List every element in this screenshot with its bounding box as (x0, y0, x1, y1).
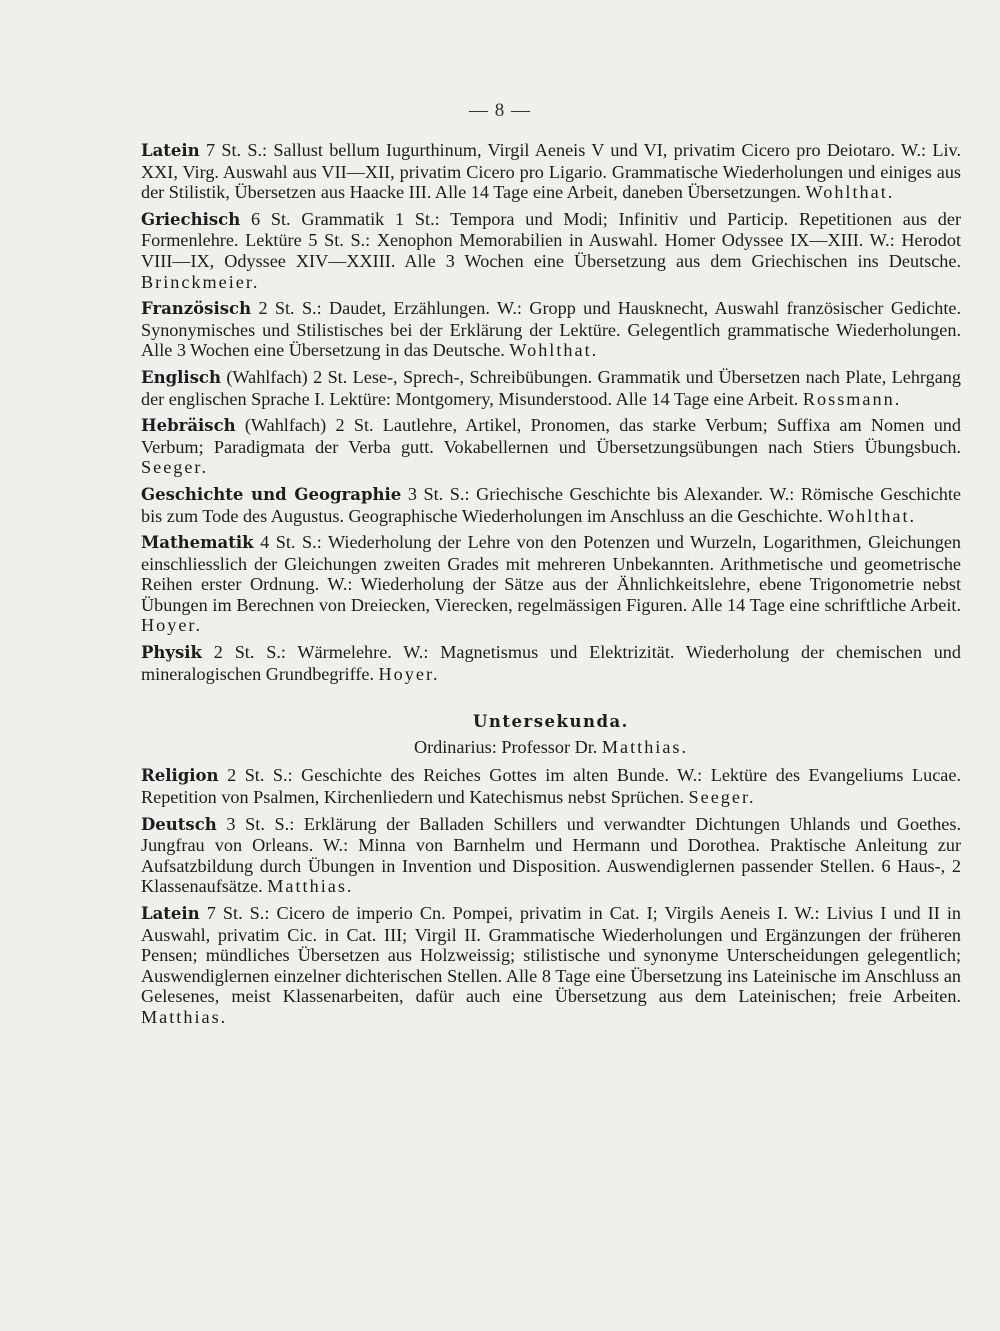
teacher-name: Rossmann. (802, 388, 902, 409)
subject-entry (141, 140, 961, 203)
teacher-name: Wohlthat. (827, 505, 917, 526)
subject-entry (141, 532, 961, 636)
subject-name: Mathematik (141, 533, 254, 553)
subject-entry (141, 765, 961, 807)
section-heading: Untersekunda. (473, 712, 629, 732)
subject-name: Latein (141, 141, 200, 160)
subject-entry (141, 642, 961, 684)
subject-name: Geschichte und Geographie (141, 484, 402, 504)
subject-entry (141, 367, 961, 409)
subject-name: Latein (141, 904, 200, 923)
subject-description: 6 St. Grammatik 1 St.: Tempora und Modi; Infinitiv und Particip. Repetitionen aus der Formenlehre. Lektüre 5 St. S.: Xenophon Memorabilien in Auswahl. Homer Odyssee IX—XIII. W.: Herodot VIII—IX, Odyssee XIV—XXIII. Alle 3 Wochen eine Übersetzung aus dem Griechischen ins Deutsche. (141, 208, 962, 271)
page-content (141, 140, 961, 1034)
subject-description: 3 St. S.: Griechische Geschichte bis Alexander. W.: Römische Geschichte bis zum Tode des Augustus. Geographische Wiederholungen im Anschluss an die Geschichte. (141, 483, 962, 526)
subject-description: 7 St. S.: Sallust bellum Iugurthinum, Virgil Aeneis V und VI, privatim Cicero pro Deiotaro. W.: Liv. XXI, Virg. Auswahl aus VII—XII, privatim Cicero pro Ligario. Grammatische Wiederholungen und einiges aus der Stilistik, Übersetzen aus Haacke III. Alle 14 Tage eine Arbeit, daneben Übersetzungen. (141, 140, 961, 203)
subject-name: Deutsch (141, 814, 217, 834)
subject-name: Griechisch (141, 209, 241, 229)
subject-name: Englisch (141, 367, 221, 387)
obersekunda-subjects (141, 140, 961, 684)
teacher-name: Hoyer. (141, 615, 202, 636)
page-number: — 8 — (469, 100, 531, 121)
teacher-name: Matthias. (267, 876, 354, 897)
subject-entry (141, 484, 961, 526)
untersekunda-subjects (141, 765, 961, 1027)
subject-name: Religion (141, 766, 219, 786)
subject-description: 2 St. S.: Wärmelehre. W.: Magnetismus und Elektrizität. Wiederholung der chemischen und mineralogischen Grundbegriffe. (141, 642, 961, 684)
ordinarius-label: Ordinarius: Professor Dr. (413, 736, 598, 757)
ordinarius-line (141, 737, 961, 758)
teacher-name: Hoyer. (378, 663, 440, 684)
subject-name: Hebräisch (141, 416, 236, 436)
subject-entry (141, 298, 961, 361)
subject-entry (141, 903, 961, 1028)
subject-description: 2 St. S.: Geschichte des Reiches Gottes im alten Bunde. W.: Lektüre des Evangeliums Lucae. Repetition von Psalmen, Kirchenliedern und Katechismus nebst Sprüchen. (141, 765, 961, 808)
teacher-name: Seeger. (141, 457, 209, 478)
subject-name: Physik (141, 643, 202, 663)
subject-entry (141, 814, 961, 897)
teacher-name: Brinckmeier. (141, 271, 260, 292)
subject-entry (141, 209, 961, 292)
subject-description: (Wahlfach) 2 St. Lese-, Sprech-, Schreibübungen. Grammatik und Übersetzen nach Plate, Lehrgang der englischen Sprache I. Lektüre: Montgomery, Misunderstood. Alle 14 Tage eine Arbeit. (141, 366, 961, 409)
subject-description: 7 St. S.: Cicero de imperio Cn. Pompei, privatim in Cat. I; Virgils Aeneis I. W.: Livius I und II in Auswahl, privatim Cic. in Cat. III; Virgil II. Grammatische Wiederholungen und Ergänzungen der früheren Pensen; mündliches Übersetzen aus Holzweissig; stilistische und synonyme Unterscheidungen gelegentlich; Auswendiglernen einzelner dichterischen Stellen. Alle 8 Tage eine Übersetzung ins Lateinische im Anschluss an Gelesenes, meist Klassenarbeiten, dafür auch eine Übersetzung aus dem Lateinischen; freie Arbeiten. (141, 903, 961, 1007)
ordinarius-name: Matthias. (601, 736, 689, 757)
subject-description: 2 St. S.: Daudet, Erzählungen. W.: Gropp und Hausknecht, Auswahl französischer Gedichte. Synonymisches und Stilistisches bei der Erklärung der Lektüre. Gelegentlich grammatische Wiederholungen. Alle 3 Wochen eine Übersetzung in das Deutsche. (141, 298, 962, 361)
teacher-name: Matthias. (141, 1006, 228, 1027)
subject-description: 3 St. S.: Erklärung der Balladen Schillers und verwandter Dichtungen Uhlands und Goethes. Jungfrau von Orleans. W.: Minna von Barnhelm und Hermann und Dorothea. Praktische Anleitung zur Aufsatzbildung durch Übungen in Invention und Disposition. Auswendiglernen passender Stellen. 6 Haus-, 2 Klassenaufsätze. (141, 813, 961, 897)
subject-entry (141, 415, 961, 478)
teacher-name: Wohlthat. (805, 182, 895, 203)
subject-name: Französisch (141, 299, 252, 319)
teacher-name: Seeger. (688, 787, 756, 808)
subject-description: (Wahlfach) 2 St. Lautlehre, Artikel, Pronomen, das starke Verbum; Suffixa am Nomen und Verbum; Paradigmata der Verba gutt. Vokabellernen und Übersetzungsübungen nach Stiers Übungsbuch. (141, 415, 961, 457)
teacher-name: Wohlthat. (509, 340, 599, 361)
subject-description: 4 St. S.: Wiederholung der Lehre von den Potenzen und Wurzeln, Logarithmen, Gleichungen einschliesslich der Gleichungen zweiten Grades mit mehreren Unbekannten. Arithmetische und geometrische Reihen erster Ordnung. W.: Wiederholung der Sätze aus der Ähnlichkeitslehre, ebene Trigonometrie nebst Übungen im Berechnen von Dreiecken, Vierecken, regelmässigen Figuren. Alle 14 Tage eine schriftliche Arbeit. (141, 532, 961, 615)
